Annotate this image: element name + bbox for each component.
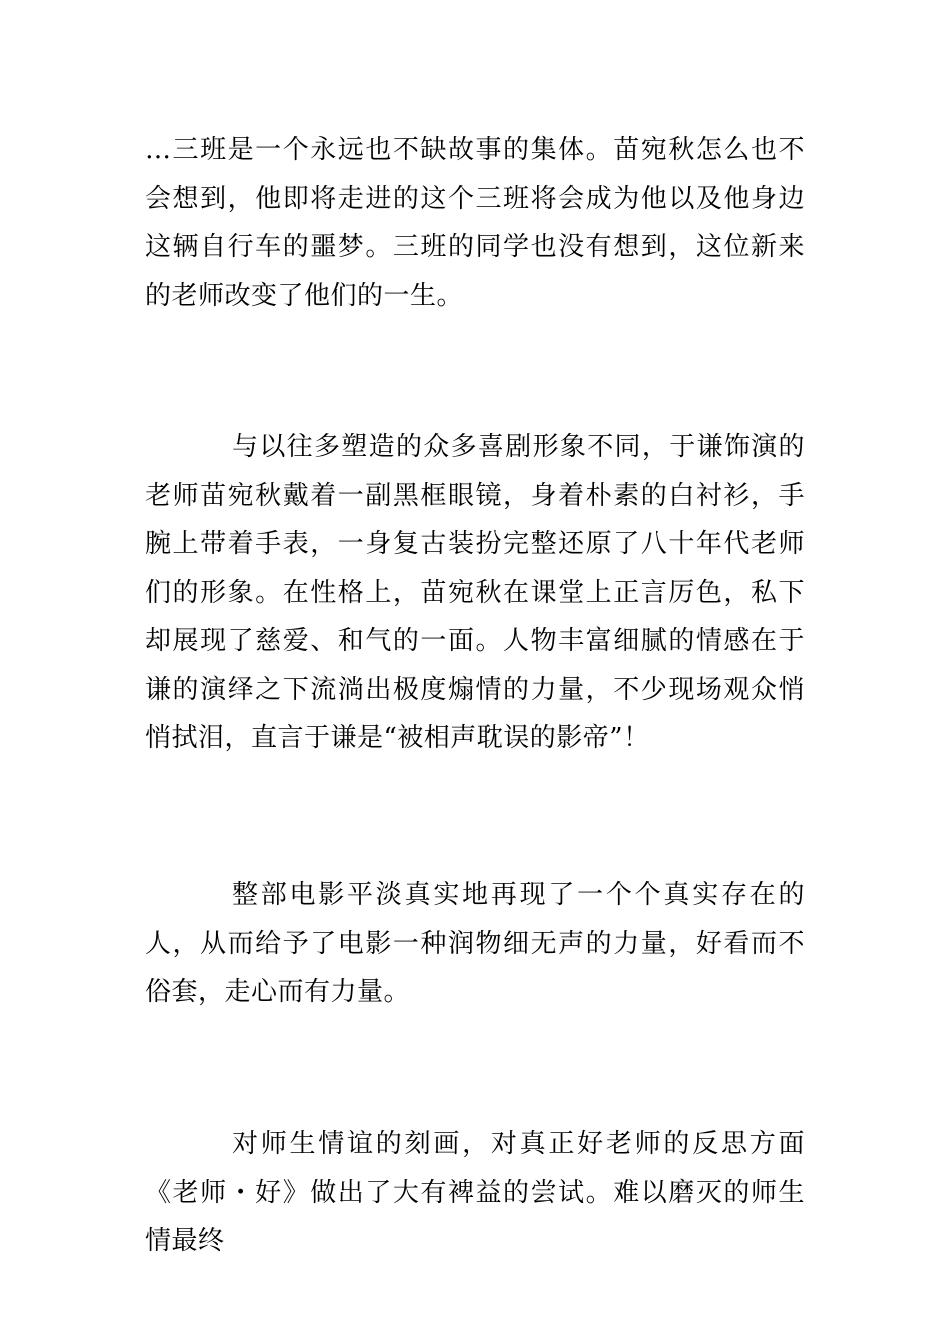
paragraph-4: 对师生情谊的刻画，对真正好老师的反思方面《老师・好》做出了大有裨益的尝试。难以磨灭的师生情最终 [145,1129,805,1256]
paragraph-1: …三班是一个永远也不缺故事的集体。苗宛秋怎么也不会想到，他即将走进的这个三班将会成为他以及他身边这辆自行车的噩梦。三班的同学也没有想到，这位新来的老师改变了他们的一生。 [145,135,805,311]
paragraph-2: 与以往多塑造的众多喜剧形象不同，于谦饰演的老师苗宛秋戴着一副黑框眼镜，身着朴素的白衬衫，手腕上带着手表，一身复古装扮完整还原了八十年代老师们的形象。在性格上，苗宛秋在课堂上正言厉色，私下却展现了慈爱、和气的一面。人物丰富细腻的情感在于谦的演绎之下流淌出极度煽情的力量，不少现场观众悄悄拭泪，直言于谦是“被相声耽误的影帝”！ [145,432,805,753]
paragraph-3: 整部电影平淡真实地再现了一个个真实存在的人，从而给予了电影一种润物细无声的力量，好看而不俗套，走心而有力量。 [145,880,805,1007]
